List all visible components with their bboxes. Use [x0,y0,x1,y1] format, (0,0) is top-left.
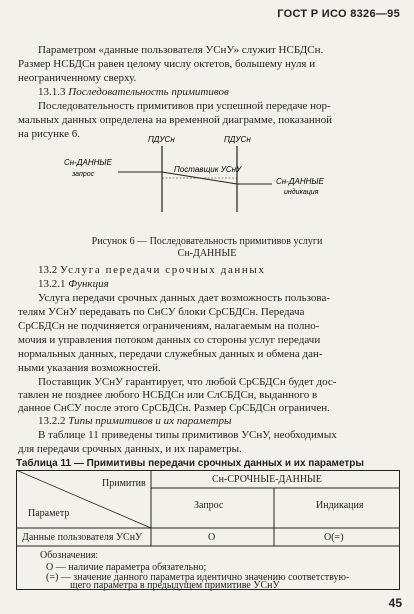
request-label: Сн-ДАННЫЕ [64,158,112,167]
paragraph-line: тавлен не позднее любого НСБДСн или СлСБДСн, выданного в [18,389,318,401]
page-number: 45 [388,596,402,610]
column-request: Запрос [194,500,224,511]
row-indication-value: О(=) [324,532,344,543]
section-number: 13.2.2 [38,415,66,427]
section-number: 13.1.3 [38,86,66,98]
group-header: Сн-СРОЧНЫЕ-ДАННЫЕ [212,474,322,485]
section-title: Последовательность примитивов [68,86,229,98]
section-title: Типы примитивов и их параметры [68,415,232,427]
right-top-label: ПДУСн [224,135,251,144]
paragraph-line: Поставщик УСнУ гарантирует, что любой СрСБДСн будет дос- [38,376,337,388]
column-indication: Индикация [316,500,364,511]
paragraph-line: Услуга передачи срочных данных дает возможность пользова- [38,292,330,304]
paragraph-line: нормальных данных, передачи служебных данных и обмена дан- [18,348,323,360]
paragraph-line: Параметром «данные пользователя УСнУ» служит НСБДСн. [38,44,324,56]
table-label: Таблица 11 [16,458,72,469]
left-top-label: ПДУСн [148,135,175,144]
paragraph-line: на рисунке 6. [18,128,80,140]
section-number: 13.2.1 [38,278,66,290]
table-title: — Примитивы передачи срочных данных и их параметры [73,458,364,469]
section-heading-13-1-3 [38,86,229,99]
page-header: ГОСТ Р ИСО 8326—95 [277,8,400,20]
paragraph-line: неограниченному сверху. [18,72,137,84]
notes-title: Обозначения: [40,550,99,561]
paragraph-line: Последовательность примитивов при успешной передаче нор- [38,100,331,112]
corner-parameter-label: Параметр [28,508,70,519]
primitives-table [16,470,400,590]
row-request-value: О [208,532,216,543]
section-title: Функция [68,278,109,290]
note-item: (=) — значение данного параметра идентично значению соответствую- [46,572,350,583]
section-number: 13.2 [38,264,58,276]
indication-sublabel: индикация [284,189,319,196]
indication-label: Сн-ДАННЫЕ [276,177,324,186]
paragraph-line: В таблице 11 приведены типы примитивов УСнУ, необходимых [38,429,337,441]
paragraph-line: мальных данных определена на временной диаграмме, показанной [18,114,333,126]
time-sequence-diagram [62,132,362,230]
provider-label: Поставщик УСнУ [174,165,242,174]
paragraph-line: для передачи срочных данных, и их параметры. [18,443,242,455]
corner-primitive-label: Примитив [102,478,146,489]
note-item: О — наличие параметра обязательно; [46,562,207,573]
paragraph-line: ными указания возможностей. [18,362,161,374]
paragraph-line: мочия и управления потоком данных со стороны услуг передачи [18,334,321,346]
request-sublabel: запрос [72,171,95,178]
figure-caption: Сн-ДАННЫЕ [177,248,237,259]
section-title: Услуга передачи срочных данных [60,264,266,276]
paragraph-line: СрСБДСн не подчиняется ограничениям, налагаемым на полно- [18,320,320,332]
table-caption [16,458,364,469]
section-heading-13-2-1 [38,278,109,291]
paragraph-line: Размер НСБДСн равен целому числу октетов, большему нуля и [18,58,316,70]
row-parameter: Данные пользователя УСнУ [22,532,143,543]
section-heading-13-2-2 [38,415,231,428]
figure-caption: Рисунок 6 — Последовательность примитивов услуги [91,236,323,247]
note-item: щего параметра в предыдущем примитиве УСнУ [70,580,280,591]
paragraph-line: данное СнСУ после этого СрСБДСн. Размер СрСБДСн ограничен. [18,402,330,414]
paragraph-line: телям УСнУ передавать по СнСУ блоки СрСБДСн. Передача [18,306,305,318]
section-heading-13-2 [38,264,266,277]
